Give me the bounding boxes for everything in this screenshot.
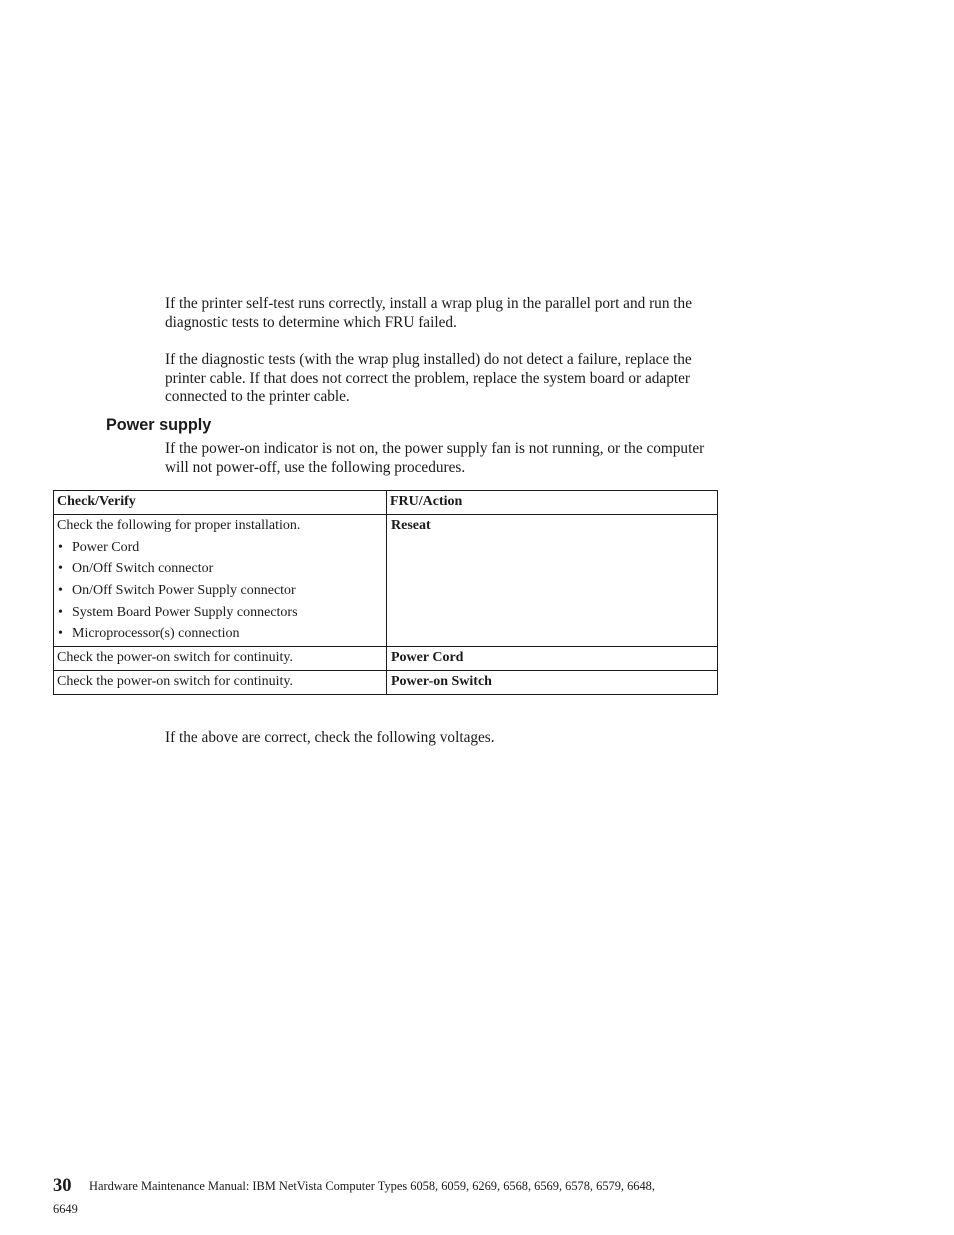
diagnostic-paragraph: If the diagnostic tests (with the wrap plug installed) do not detect a failure, replace the printer cable. If that does not correct the problem, replace the system board or adapter connected to the printer cable. [165, 351, 692, 406]
check-text: Check the following for proper installation. [57, 518, 301, 533]
section-heading-power-supply: Power supply [106, 416, 212, 434]
table-row [54, 647, 718, 671]
footer-title: Hardware Maintenance Manual: IBM NetVista Computer Types 6058, 6059, 6269, 6568, 6569, 6578, 6579, 6648, [89, 1179, 655, 1193]
action-cell: Power-on Switch [387, 671, 718, 695]
header-check-verify: Check/Verify [54, 491, 387, 515]
table-row [54, 671, 718, 695]
check-verify-table [53, 490, 718, 695]
power-supply-intro: If the power-on indicator is not on, the power supply fan is not running, or the computer will not power-off, use the following procedures. [165, 440, 705, 476]
header-fru-action: FRU/Action [387, 491, 718, 515]
wrap-plug-paragraph: If the printer self-test runs correctly, install a wrap plug in the parallel port and run the diagnostic tests to determine which FRU failed. [165, 295, 692, 331]
list-item: • On/Off Switch connector [57, 560, 382, 578]
list-item: • Power Cord [57, 539, 382, 557]
list-item: • On/Off Switch Power Supply connector [57, 582, 382, 600]
check-cell: Check the power-on switch for continuity. [54, 647, 387, 671]
check-cell [54, 515, 387, 647]
action-cell: Power Cord [387, 647, 718, 671]
installation-checklist [57, 539, 382, 644]
voltages-paragraph: If the above are correct, check the following voltages. [165, 729, 495, 746]
action-cell: Reseat [387, 515, 718, 647]
list-item: • Microprocessor(s) connection [57, 625, 382, 643]
table-header-row [54, 491, 718, 515]
list-item: • System Board Power Supply connectors [57, 604, 382, 622]
table-row [54, 515, 718, 647]
check-cell: Check the power-on switch for continuity. [54, 671, 387, 695]
page-number: 30 [53, 1176, 72, 1196]
footer-title-continued: 6649 [53, 1202, 78, 1216]
